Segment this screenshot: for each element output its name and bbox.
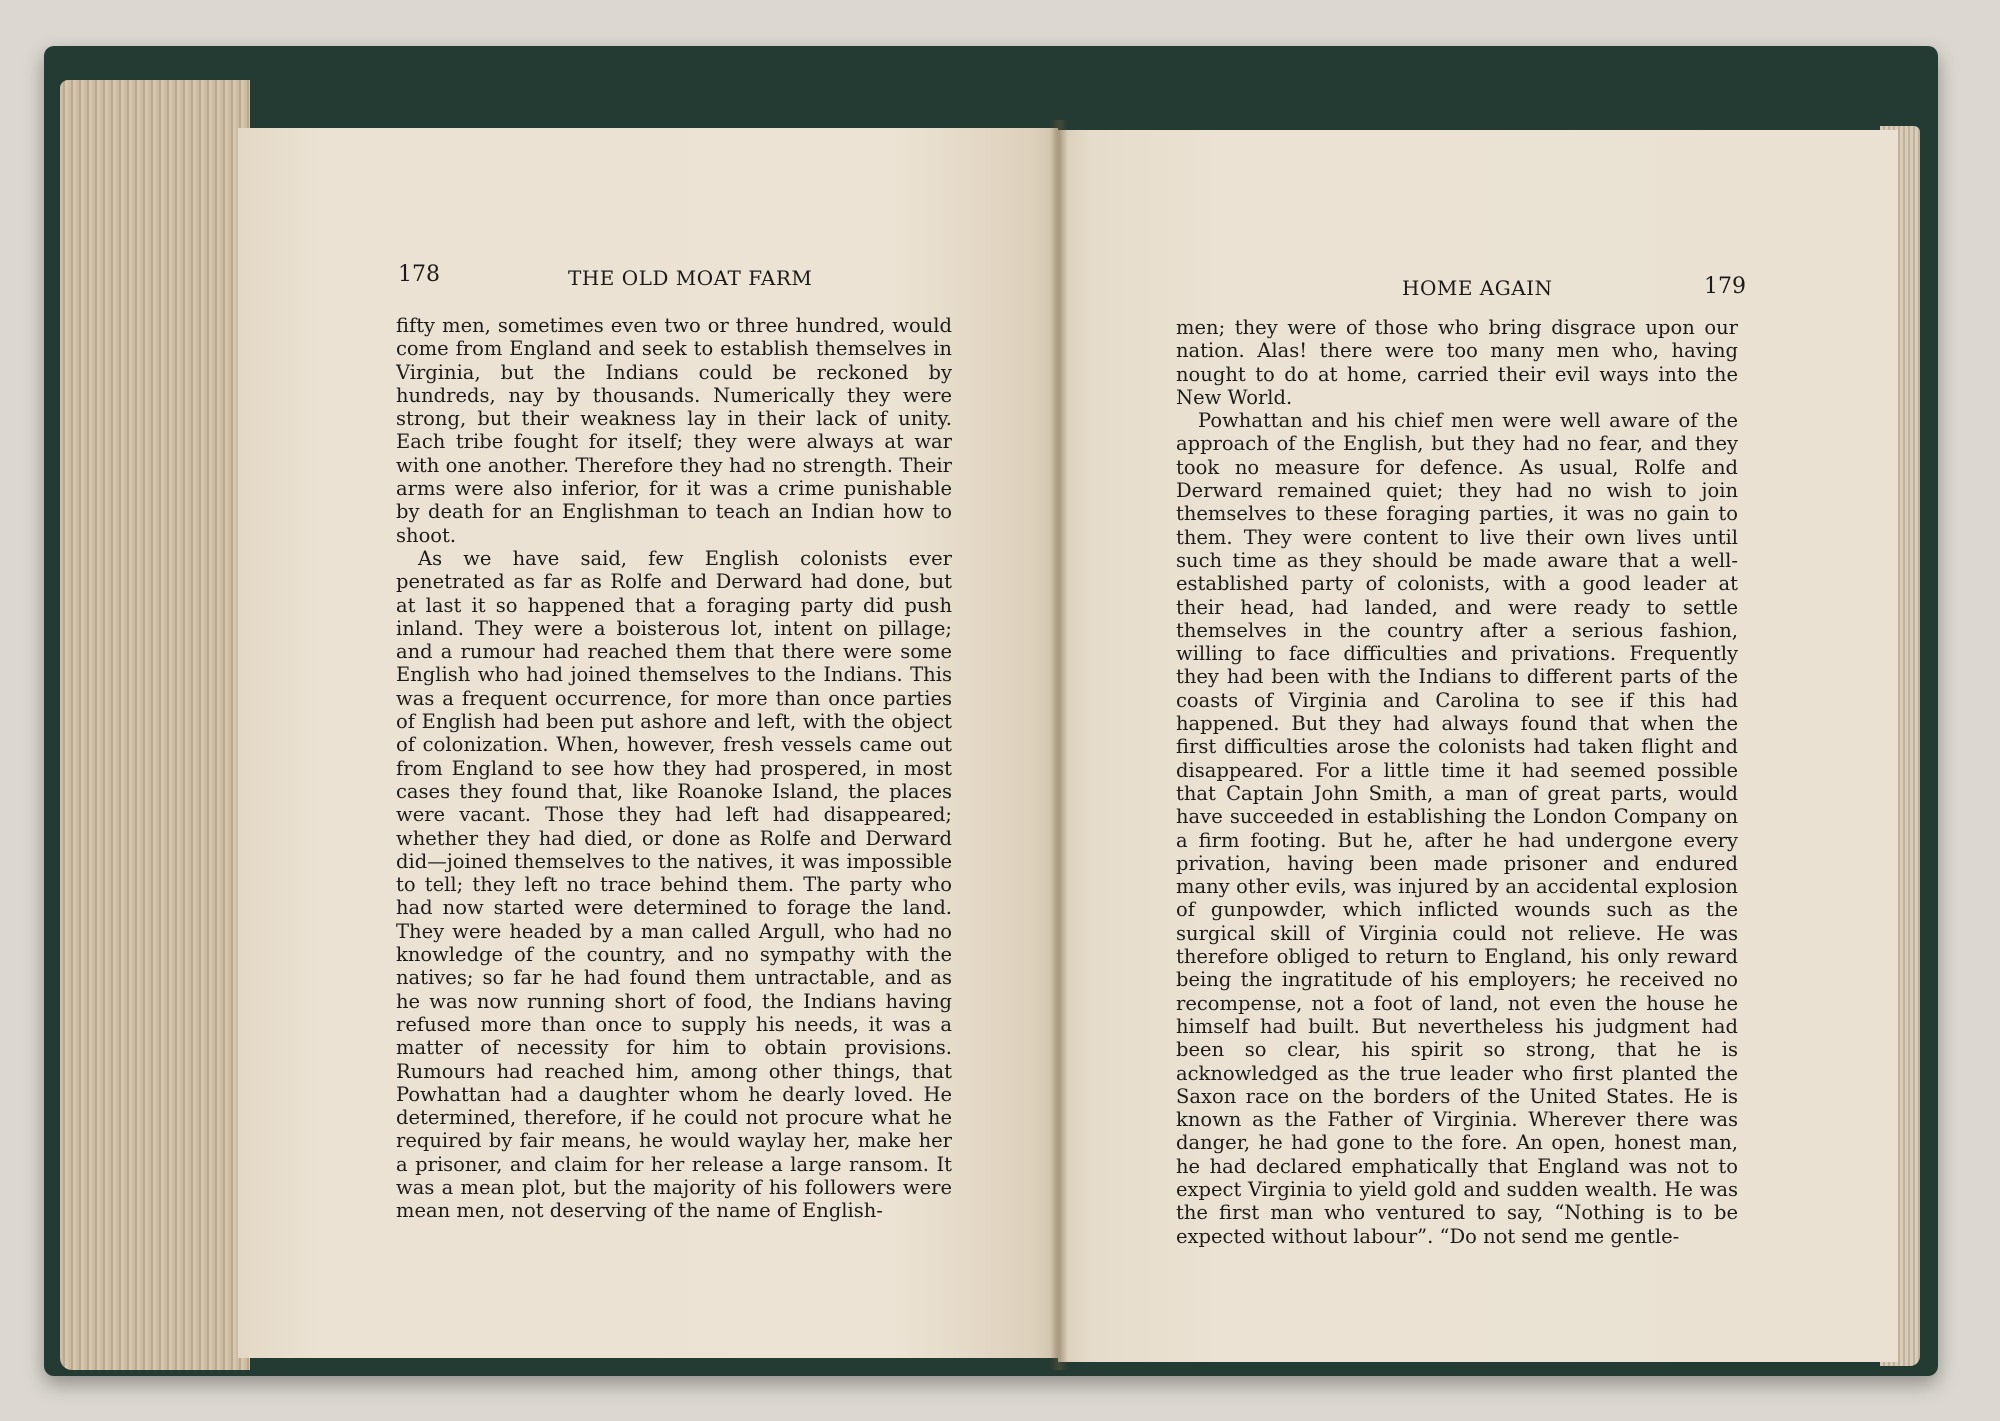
paragraph: fifty men, sometimes even two or three hundred, would come from England and seek to establish themselves in Virginia, but the Indians could be reckoned by hundreds, nay by thousands. Numerically they were strong, but their weakness lay in their lack of unity. Each tribe fought for itself; they were always at war with one another. Therefore they had no strength. Their arms were also inferior, for it was a crime punishable by death for an Englishman to teach an Indian how to shoot. xyxy=(396,314,952,547)
page-edges-left xyxy=(60,80,250,1370)
left-page xyxy=(238,128,1058,1358)
paragraph: As we have said, few English colonists ever penetrated as far as Rolfe and Derward had done, but at last it so happened that a foraging party did push inland. They were a boisterous lot, intent on pillage; and a rumour had reached them that there were some English who had joined themselves to the Indians. This was a frequent occurrence, for more than once parties of English had been put ashore and left, with the object of colonization. When, however, fresh vessels came out from England to see how they had prospered, in most cases they found that, like Roanoke Island, the places were vacant. Those they had left had disappeared; whether they had died, or done as Rolfe and Derward did—joined themselves to the natives, it was impossible to tell; they left no trace behind them. The party who had now started were determined to forage the land. They were headed by a man called Argull, who had no knowledge of the country, and no sympathy with the natives; so far he had found them untractable, and as he was now running short of food, the Indians having refused more than once to supply his needs, it was a matter of necessity for him to obtain provisions. Rumours had reached him, among other things, that Powhattan had a daughter whom he dearly loved. He determined, therefore, if he could not procure what he required by fair means, he would waylay her, make her a prisoner, and claim for her release a large ransom. It was a mean plot, but the majority of his followers were mean men, not deserving of the name of English- xyxy=(396,546,952,1223)
paragraph: Powhattan and his chief men were well aware of the approach of the English, but they had no fear, and they took no measure for defence. As usual, Rolfe and Derward remained quiet; they had no wish to join themselves to these foraging parties, it was no gain to them. They were content to live their own lives until such time as they should be made aware that a well-established party of colonists, with a good leader at their head, had landed, and were ready to settle themselves in the country after a serious fashion, willing to face difficulties and privations. Frequently they had been with the Indians to different parts of the coasts of Virginia and Carolina to see if this had happened. But they had always found that when the first difficulties arose the colonists had taken flight and disappeared. For a little time it had seemed possible that Captain John Smith, a man of great parts, would have succeeded in establishing the London Company on a firm footing. But he, after he had undergone every privation, having been made prisoner and endured many other evils, was injured by an accidental explosion of gunpowder, which inflicted wounds such as the surgical skill of Virginia could not relieve. He was therefore obliged to return to England, his only reward being the ingratitude of his employers; he received no recompense, not a foot of land, not even the house he himself had built. But nevertheless his judgment had been so clear, his spirit so strong, that he is acknowledged as the true leader who first planted the Saxon race on the borders of the United States. He is known as the Father of Virginia. Wherever there was danger, he had gone to the fore. An open, honest man, he had declared emphatically that England was not to expect Virginia to yield gold and sudden wealth. He was the first man who ventured to say, “Nothing is to be expected without labour”. “Do not send me gentle- xyxy=(1176,409,1738,1248)
running-head: THE OLD MOAT FARM xyxy=(568,266,813,290)
body-text xyxy=(1176,316,1738,1248)
paragraph: men; they were of those who bring disgrace upon our nation. Alas! there were too many men who, having nought to do at home, carried their evil ways into the New World. xyxy=(1176,316,1738,409)
page-number: 179 xyxy=(1704,274,1746,299)
right-page xyxy=(1058,130,1898,1362)
body-text xyxy=(396,314,952,1223)
page-number: 178 xyxy=(398,262,440,287)
running-head: HOME AGAIN xyxy=(1402,276,1553,300)
book-gutter xyxy=(1050,120,1068,1370)
